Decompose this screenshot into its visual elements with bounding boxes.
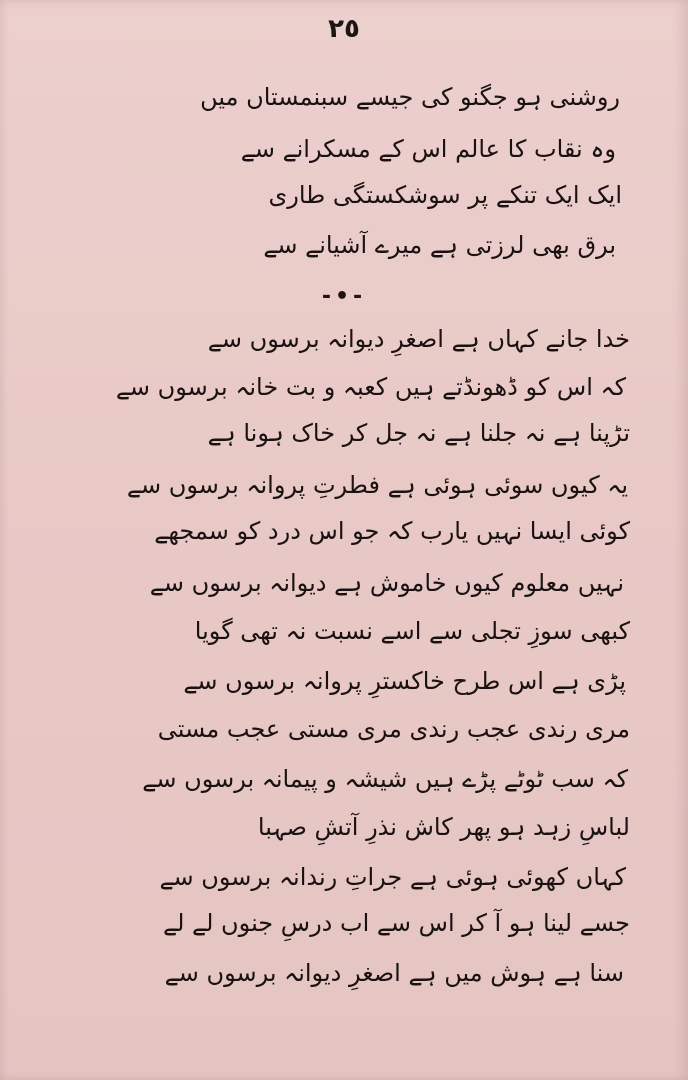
verse-line: برق بھی لرزتی ہے میرے آشیانے سے bbox=[263, 231, 616, 259]
verse-line: وہ نقاب کا عالم اس کے مسکرانے سے bbox=[240, 135, 616, 163]
verse-line: مری رندی عجب رندی مری مستی عجب مستی bbox=[157, 715, 630, 743]
verse-line: کہ اس کو ڈھونڈتے ہیں کعبہ و بت خانہ برسوں سے bbox=[115, 373, 626, 401]
verse-line: لباسِ زہد ہو پھر کاش نذرِ آتشِ صہبا bbox=[257, 813, 630, 841]
verse-line: کبھی سوزِ تجلی سے اسے نسبت نہ تھی گویا bbox=[194, 617, 630, 645]
verse-line: روشنی ہو جگنو کی جیسے سبنمستاں میں bbox=[200, 83, 620, 111]
verse-line: کہ سب ٹوٹے پڑے ہیں شیشہ و پیمانہ برسوں سے bbox=[142, 765, 628, 793]
stanza-separator: -•- bbox=[321, 284, 367, 309]
verse-line: خدا جانے کہاں ہے اصغرِ دیوانہ برسوں سے bbox=[207, 325, 630, 353]
verse-line: تڑپنا ہے نہ جلنا ہے نہ جل کر خاک ہونا ہے bbox=[207, 419, 630, 447]
verse-line: یہ کیوں سوئی ہوئی ہے فطرتِ پروانہ برسوں سے bbox=[126, 471, 628, 499]
verse-line: نہیں معلوم کیوں خاموش ہے دیوانہ برسوں سے bbox=[149, 569, 624, 597]
verse-line: جسے لینا ہو آ کر اس سے اب درسِ جنوں لے لے bbox=[163, 909, 630, 937]
verse-line: کہاں کھوئی ہوئی ہے جراتِ رندانہ برسوں سے bbox=[159, 863, 626, 891]
page-number: ٢٥ bbox=[328, 14, 360, 44]
verse-line: پڑی ہے اس طرح خاکسترِ پروانہ برسوں سے bbox=[183, 667, 626, 695]
verse-line: ایک ایک تنکے پر سوشکستگی طاری bbox=[268, 181, 622, 209]
verse-line: کوئی ایسا نہیں یارب کہ جو اس درد کو سمجھے bbox=[154, 517, 630, 545]
verse-line: سنا ہے ہوش میں ہے اصغرِ دیوانہ برسوں سے bbox=[164, 959, 624, 987]
